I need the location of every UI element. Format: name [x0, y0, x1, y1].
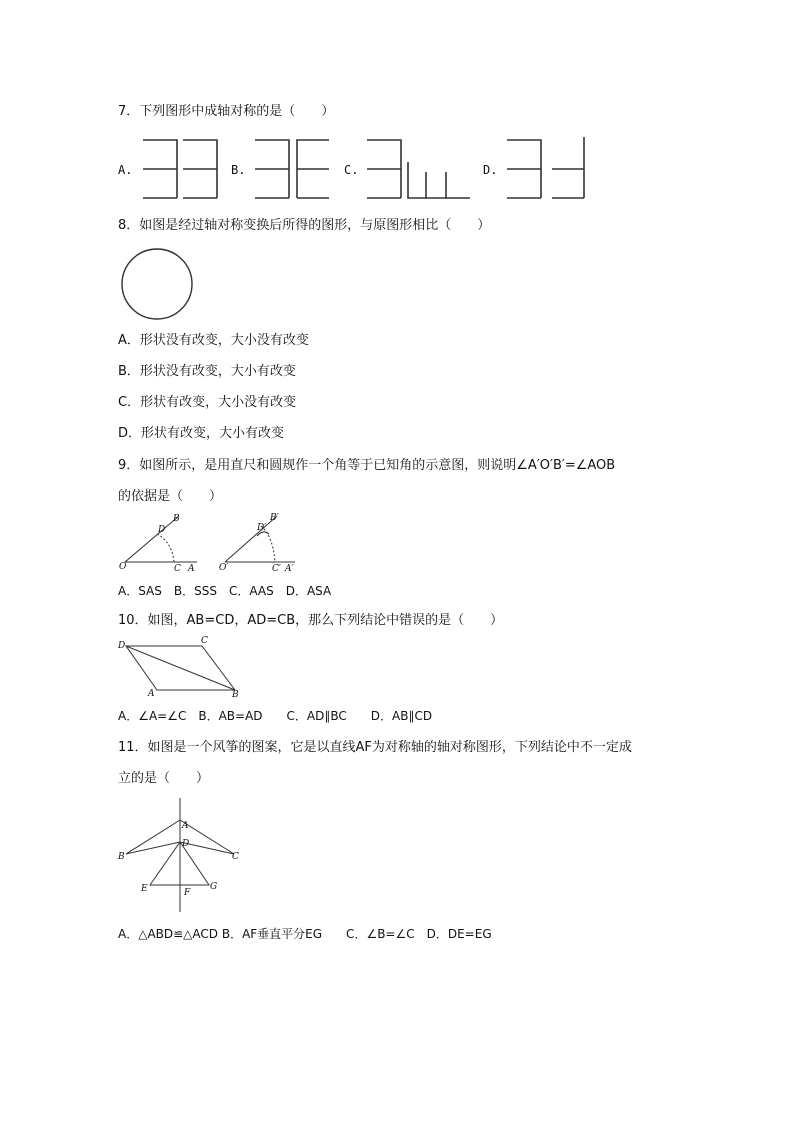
q8-circle-figure	[119, 246, 195, 322]
q8-option-c: C．形状有改变，大小没有改变	[118, 395, 297, 410]
q10-label-b: B	[232, 690, 239, 700]
q11-label-f: F	[184, 888, 191, 898]
q9-fig2-label-o: O′	[219, 563, 229, 573]
q9-fig2-label-d: D′	[257, 523, 267, 533]
q11-options: A．△ABD≌△ACD B．AF垂直平分EG C．∠B=∠C D．DE=EG	[118, 927, 492, 941]
q9-stem-line2: 的依据是（ ）	[118, 489, 223, 504]
q8-option-b: B．形状没有改变，大小有改变	[118, 364, 296, 379]
q9-fig1-label-o: O	[119, 562, 127, 572]
q9-figure-2	[217, 512, 307, 576]
q7-stem: 7．下列图形中成轴对称的是（ ）	[118, 104, 335, 119]
q9-fig2-label-b: B′	[270, 513, 279, 523]
q8-option-a: A．形状没有改变，大小没有改变	[118, 333, 309, 348]
q11-stem-line1: 11．如图是一个风筝的图案，它是以直线AF为对称轴的轴对称图形，下列结论中不一定成	[118, 740, 632, 755]
q11-label-a: A	[182, 821, 189, 831]
q11-label-e: E	[141, 884, 148, 894]
q7-label-a: A.	[118, 163, 133, 177]
q11-kite-figure	[116, 798, 256, 916]
q10-stem: 10．如图，AB=CD，AD=CB，那么下列结论中错误的是（ ）	[118, 613, 504, 628]
q10-label-d: D	[118, 641, 126, 651]
q7-figure-a	[140, 132, 220, 202]
q11-stem-line2: 立的是（ ）	[118, 771, 210, 786]
q7-figure-b	[252, 132, 332, 202]
q7-label-b: B.	[231, 163, 246, 177]
q11-label-b: B	[118, 852, 125, 862]
q10-options: A．∠A=∠C B．AB=AD C．AD∥BC D．AB∥CD	[118, 709, 433, 723]
q9-fig2-label-c: C′	[272, 564, 281, 574]
q10-label-a: A	[148, 689, 155, 699]
q9-stem-line1: 9．如图所示，是用直尺和圆规作一个角等于已知角的示意图，则说明∠A′O′B′=∠AOB	[118, 458, 616, 473]
q8-stem: 8．如图是经过轴对称变换后所得的图形，与原图形相比（ ）	[118, 218, 491, 233]
q9-figure-1	[117, 512, 207, 576]
q9-fig1-label-d: D	[158, 525, 166, 535]
q9-fig2-label-a: A′	[285, 564, 294, 574]
q10-label-c: C	[201, 636, 208, 646]
q7-label-c: C.	[344, 163, 359, 177]
q9-fig1-label-b: B	[173, 514, 180, 524]
q11-label-g: G	[210, 882, 218, 892]
q8-option-d: D．形状有改变，大小有改变	[118, 426, 285, 441]
q9-fig1-label-a: A	[188, 564, 195, 574]
q9-fig1-label-c: C	[174, 564, 181, 574]
q10-parallelogram-figure	[117, 634, 257, 698]
q11-label-d: D	[182, 839, 190, 849]
q7-figure-c	[364, 132, 474, 202]
q7-label-d: D.	[483, 163, 498, 177]
q7-figure-d	[504, 132, 584, 202]
q11-label-c: C	[232, 852, 239, 862]
q9-options: A．SAS B．SSS C．AAS D．ASA	[118, 584, 332, 598]
